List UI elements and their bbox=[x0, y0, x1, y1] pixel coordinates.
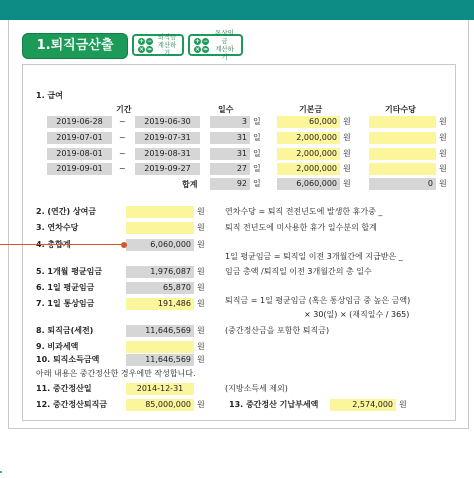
day-unit: 일 bbox=[253, 133, 261, 142]
leave-input[interactable] bbox=[126, 222, 194, 234]
calculator-icon: + − × = bbox=[138, 37, 153, 53]
won-unit: 원 bbox=[439, 179, 447, 188]
note-avg-1: 1일 평균임금 = 퇴직일 이전 3개월간에 지급받은 _ bbox=[225, 252, 403, 261]
day-unit: 일 bbox=[253, 149, 261, 158]
won-unit: 원 bbox=[197, 283, 205, 292]
total-other: 0 bbox=[369, 178, 436, 190]
period-end: 2019-09-27 bbox=[135, 163, 200, 175]
ordinary-wage-label: 7. 1일 통상임금 bbox=[36, 299, 95, 308]
days-value: 31 bbox=[210, 132, 250, 144]
col-other: 기타수당 bbox=[385, 105, 416, 114]
avg-daily-value: 65,870 bbox=[126, 282, 194, 294]
other-input[interactable] bbox=[369, 163, 436, 175]
other-input[interactable] bbox=[369, 148, 436, 160]
total-days: 92 bbox=[210, 178, 250, 190]
leave-label: 3. 연차수당 bbox=[36, 223, 79, 232]
won-unit: 원 bbox=[343, 133, 351, 142]
interim-note: 아래 내용은 중간정산한 경우에만 작성합니다. bbox=[36, 369, 196, 378]
won-unit: 원 bbox=[399, 400, 407, 409]
won-unit: 원 bbox=[197, 342, 205, 351]
other-input[interactable] bbox=[369, 132, 436, 144]
won-unit: 원 bbox=[343, 117, 351, 126]
note-leave-1: 연차수당 = 퇴직 전전년도에 발생한 휴가중 _ bbox=[225, 207, 383, 216]
period-end: 2019-07-31 bbox=[135, 132, 200, 144]
won-unit: 원 bbox=[439, 117, 447, 126]
ordinary-wage-calc-label: 통상임금 계산하기 bbox=[215, 29, 234, 61]
page-title: 1.퇴직금산출 bbox=[22, 33, 128, 59]
bonus-input[interactable] bbox=[126, 206, 194, 218]
tilde: ~ bbox=[119, 133, 126, 142]
taxable-label: 10. 퇴직소득금액 bbox=[36, 355, 100, 364]
calculator-icon: + − × = bbox=[194, 37, 209, 53]
nontax-label: 9. 비과세액 bbox=[36, 342, 79, 351]
won-unit: 원 bbox=[197, 267, 205, 276]
total-label: 합계 bbox=[182, 180, 198, 189]
tilde: ~ bbox=[119, 117, 126, 126]
interim-tax-input[interactable]: 2,574,000 bbox=[330, 399, 396, 411]
total-base: 6,060,000 bbox=[277, 178, 340, 190]
ordinary-wage-input[interactable]: 191,486 bbox=[126, 298, 194, 310]
top-bar bbox=[0, 0, 474, 20]
note-severance-2: × 30(일) × (재직일수 / 365) bbox=[304, 310, 410, 319]
salary-heading: 1. 급여 bbox=[36, 91, 63, 100]
period-end: 2019-06-30 bbox=[135, 116, 200, 128]
day-unit: 일 bbox=[253, 164, 261, 173]
won-unit: 원 bbox=[197, 240, 205, 249]
won-unit: 원 bbox=[439, 133, 447, 142]
marker-dot bbox=[121, 242, 127, 248]
days-value: 27 bbox=[210, 163, 250, 175]
avg-daily-label: 6. 1일 평균임금 bbox=[36, 283, 95, 292]
base-input[interactable]: 60,000 bbox=[277, 116, 340, 128]
interim-amount-label: 12. 중간정산퇴직금 bbox=[36, 400, 108, 409]
period-start: 2019-08-01 bbox=[47, 148, 112, 160]
day-unit: 일 bbox=[253, 117, 261, 126]
note-severance-1: 퇴직금 = 1일 평균임금 (혹은 통상임금 중 높은 금액) bbox=[225, 296, 411, 305]
connector-line bbox=[0, 244, 121, 245]
bonus-label: 2. (연간) 상여금 bbox=[36, 207, 97, 216]
tilde: ~ bbox=[119, 164, 126, 173]
won-unit: 원 bbox=[197, 207, 205, 216]
base-input[interactable]: 2,000,000 bbox=[277, 148, 340, 160]
total-sum-value: 6,060,000 bbox=[126, 239, 194, 251]
note-severance-3: (중간정산금을 포함한 퇴직금) bbox=[225, 326, 330, 335]
interim-amount-input[interactable]: 85,000,000 bbox=[126, 399, 194, 411]
period-start: 2019-09-01 bbox=[47, 163, 112, 175]
col-period: 기간 bbox=[116, 105, 132, 114]
day-unit: 일 bbox=[253, 179, 261, 188]
days-value: 3 bbox=[210, 116, 250, 128]
avg-monthly-label: 5. 1개월 평균임금 bbox=[36, 267, 103, 276]
nontax-input[interactable] bbox=[126, 341, 194, 353]
tilde: ~ bbox=[119, 149, 126, 158]
base-input[interactable]: 2,000,000 bbox=[277, 163, 340, 175]
avg-monthly-value: 1,976,087 bbox=[126, 266, 194, 278]
severance-value: 11,646,569 bbox=[126, 325, 194, 337]
other-input[interactable] bbox=[369, 116, 436, 128]
interim-tax-label: 13. 중간정산 기납부세액 bbox=[229, 400, 319, 409]
base-input[interactable]: 2,000,000 bbox=[277, 132, 340, 144]
interim-date-input[interactable]: 2014-12-31 bbox=[126, 383, 194, 395]
won-unit: 원 bbox=[197, 223, 205, 232]
won-unit: 원 bbox=[197, 400, 205, 409]
taxable-value: 11,646,569 bbox=[126, 354, 194, 366]
won-unit: 원 bbox=[197, 299, 205, 308]
ordinary-wage-calc-button[interactable] bbox=[188, 29, 243, 61]
period-start: 2019-06-28 bbox=[47, 116, 112, 128]
note-local-tax: (지방소득세 제외) bbox=[225, 384, 288, 393]
days-value: 31 bbox=[210, 148, 250, 160]
corner-dot bbox=[0, 471, 2, 473]
won-unit: 원 bbox=[439, 149, 447, 158]
note-avg-2: 임금 총액 /퇴직일 이전 3개월간의 총 일수 bbox=[225, 267, 372, 276]
severance-calc-label: 퇴직금 계산하기 bbox=[157, 33, 177, 57]
interim-date-label: 11. 중간정산일 bbox=[36, 384, 92, 393]
period-start: 2019-07-01 bbox=[47, 132, 112, 144]
col-base: 기본금 bbox=[299, 105, 323, 114]
won-unit: 원 bbox=[197, 326, 205, 335]
col-days: 일수 bbox=[218, 105, 234, 114]
won-unit: 원 bbox=[343, 149, 351, 158]
period-end: 2019-08-31 bbox=[135, 148, 200, 160]
severance-calc-button[interactable] bbox=[132, 34, 184, 56]
note-leave-2: 퇴직 전년도에 미사용한 휴가 일수분의 합계 bbox=[225, 223, 377, 232]
won-unit: 원 bbox=[343, 164, 351, 173]
won-unit: 원 bbox=[197, 355, 205, 364]
won-unit: 원 bbox=[343, 179, 351, 188]
severance-label: 8. 퇴직금(세전) bbox=[36, 326, 94, 335]
won-unit: 원 bbox=[439, 164, 447, 173]
